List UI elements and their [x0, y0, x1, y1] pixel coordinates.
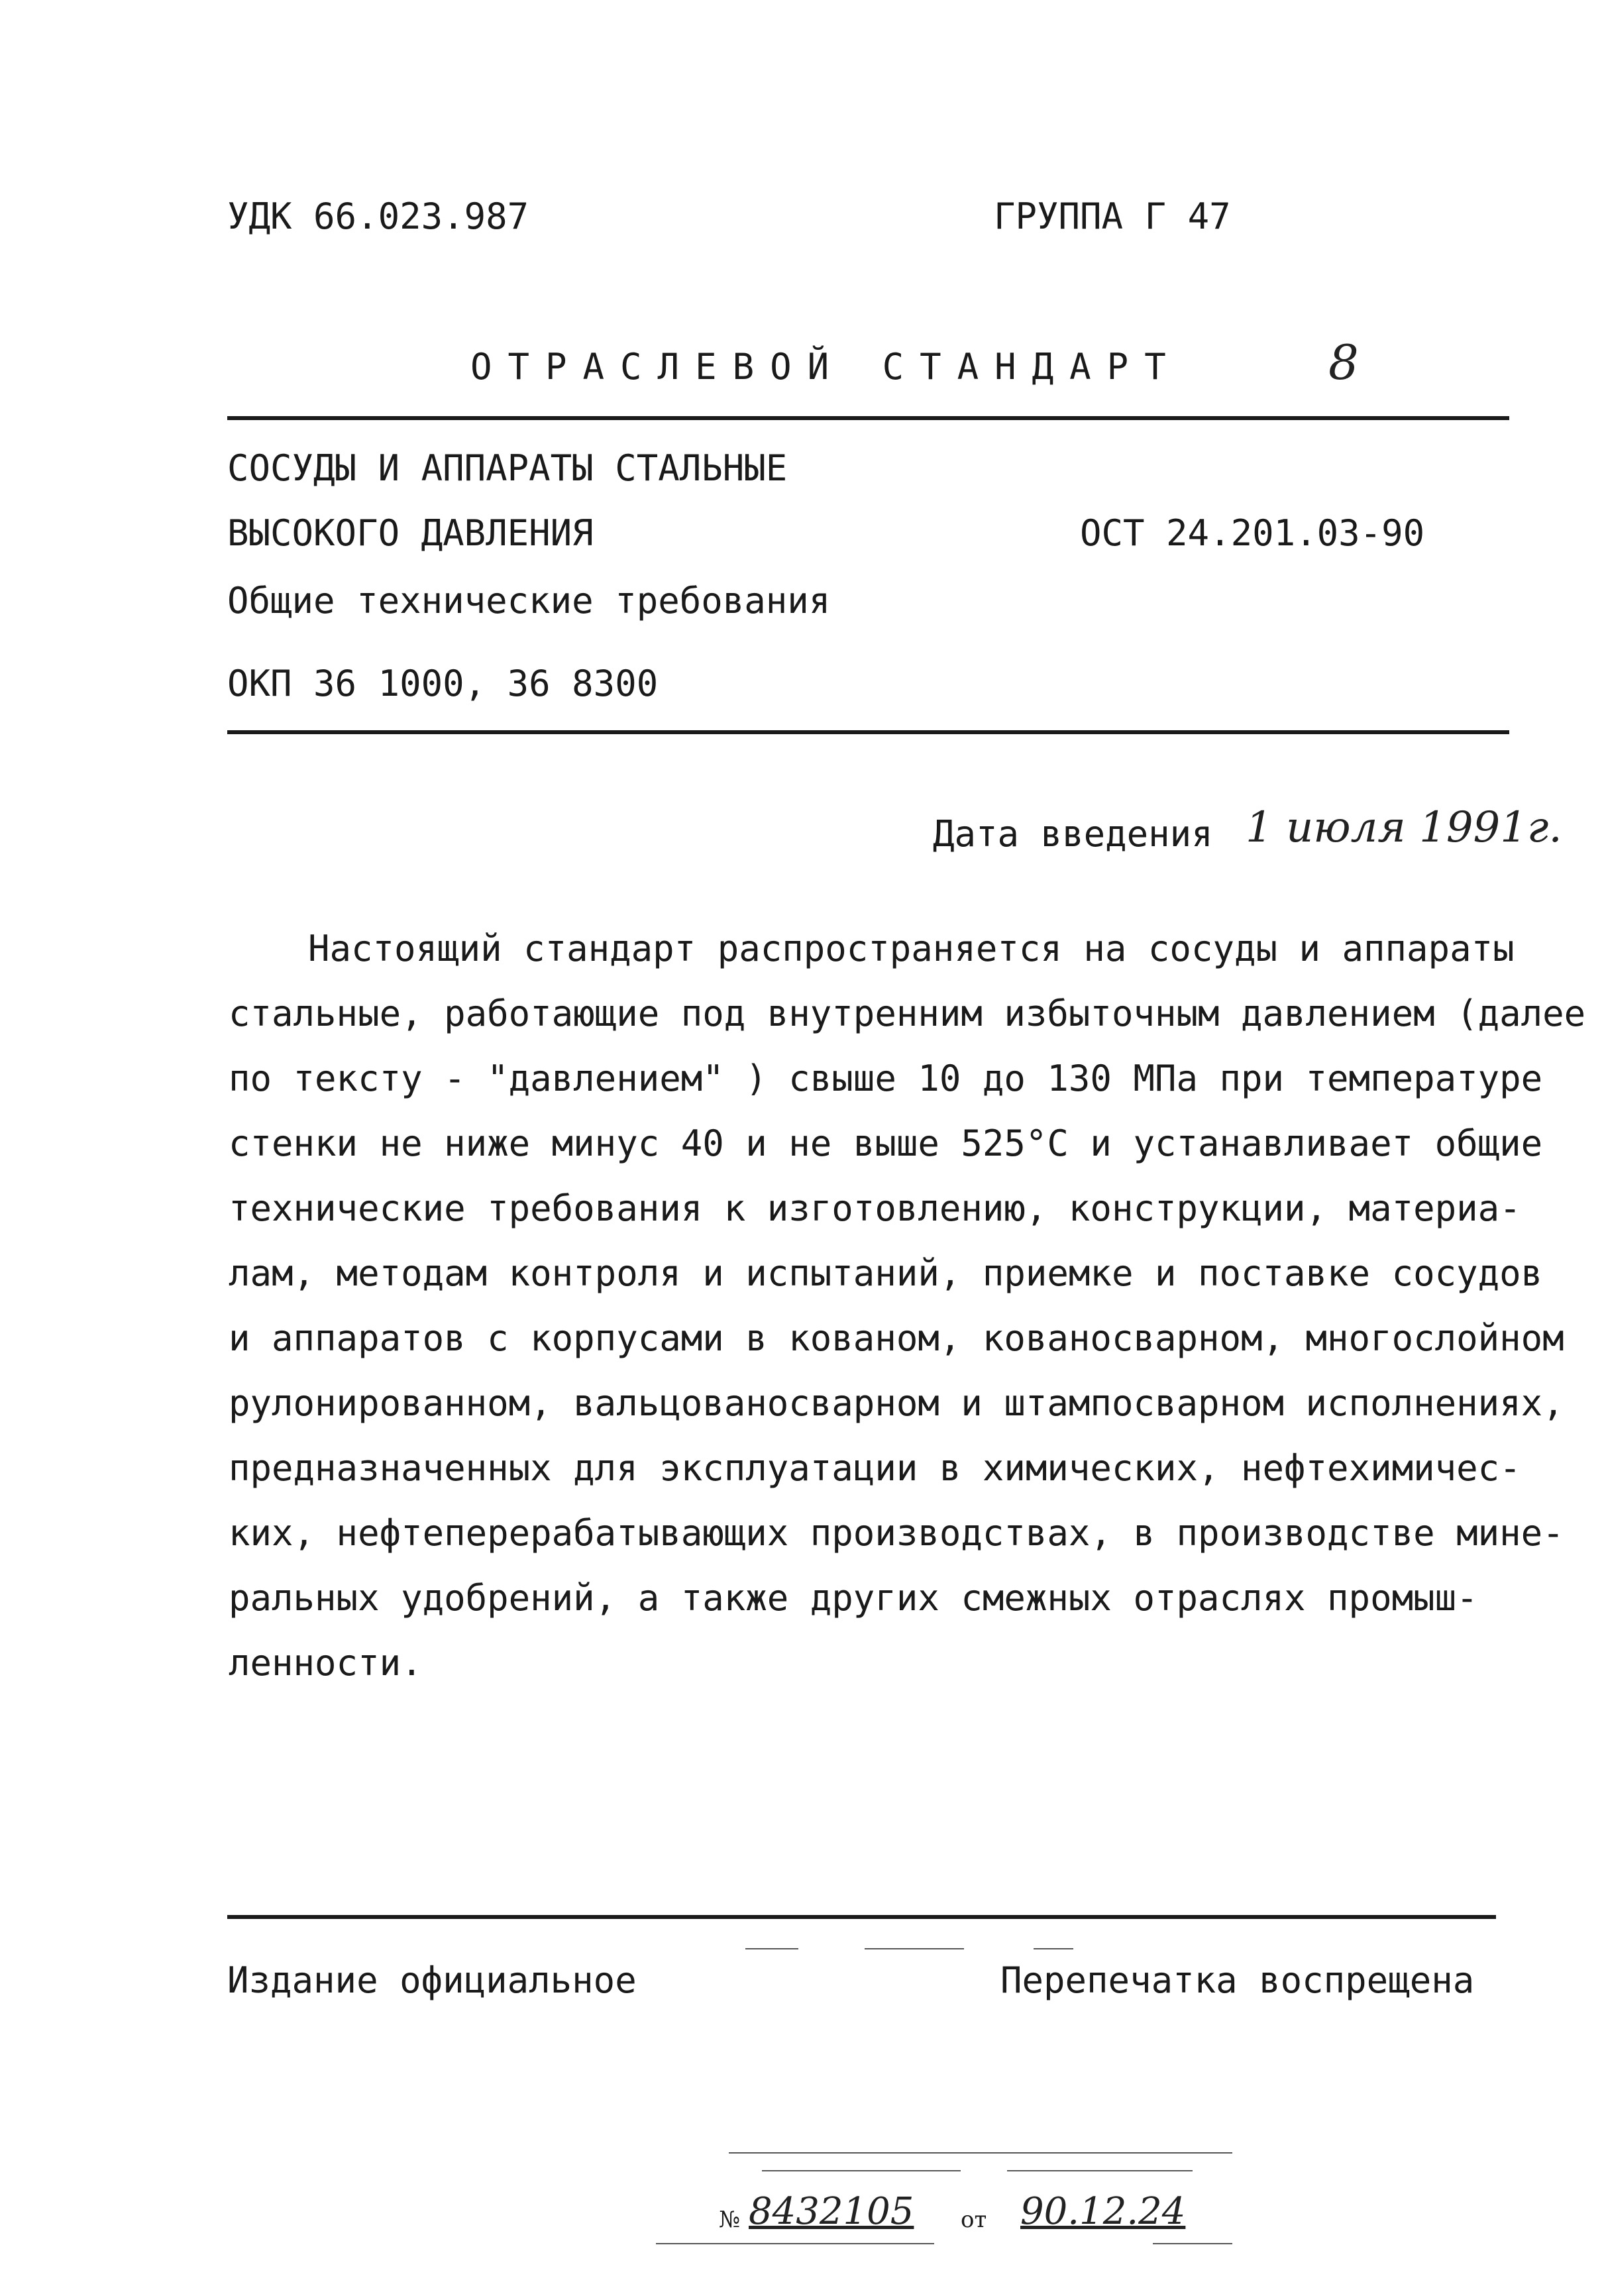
stamp-mark [656, 2243, 934, 2244]
reg-date-label: от [961, 2207, 987, 2233]
reg-number-label: № [719, 2207, 741, 2233]
body-line: стенки не ниже минус 40 и не выше 525°С и устанавливает общие [229, 1122, 1543, 1164]
reg-date: 90.12.24 [1020, 2190, 1186, 2233]
body-line: ленности. [229, 1642, 423, 1684]
standard-title-line1: СОСУДЫ И АППАРАТЫ СТАЛЬНЫЕ [227, 447, 788, 489]
edition-note: Издание официальное [227, 1959, 637, 2001]
stamp-mark [745, 1948, 798, 1949]
body-line: предназначенных для эксплуатации в химических, нефтехимичес- [229, 1447, 1521, 1489]
stamp-mark [729, 2152, 1232, 2154]
group-code: ГРУППА Г 47 [994, 195, 1231, 237]
stamp-mark [1153, 2243, 1232, 2244]
stamp-mark [762, 2170, 961, 2171]
standard-subtitle: Общие технические требования [227, 580, 831, 622]
body-line: технические требования к изготовлению, конструкции, материа- [229, 1187, 1521, 1229]
body-line: и аппаратов с корпусами в кованом, кованосварном, многослойном [229, 1317, 1564, 1359]
intro-date-label: Дата введения [933, 813, 1213, 855]
reprint-note: Перепечатка воспрещена [1000, 1959, 1475, 2001]
udk-code: УДК 66.023.987 [227, 195, 529, 237]
standard-title-line2: ВЫСОКОГО ДАВЛЕНИЯ [227, 512, 594, 554]
intro-date-value: 1 июля 1991г. [1246, 803, 1562, 852]
body-line: по тексту - "давлением" ) свыше 10 до 130 МПа при температуре [229, 1058, 1543, 1099]
okp-codes: ОКП 36 1000, 36 8300 [227, 663, 659, 704]
body-line: ких, нефтеперерабатывающих производствах, в производстве мине- [229, 1512, 1564, 1554]
body-line: ральных удобрений, а также других смежных отраслях промыш- [229, 1577, 1478, 1619]
stamp-mark [1007, 2170, 1193, 2171]
body-line: Настоящий стандарт распространяется на сосуды и аппараты [308, 928, 1515, 969]
footer-rule [227, 1915, 1496, 1919]
header-rule [227, 416, 1509, 420]
standard-code: ОСТ 24.201.03-90 [1080, 512, 1425, 554]
body-line: стальные, работающие под внутренним избыточным давлением (далее [229, 993, 1586, 1034]
document-title: ОТРАСЛЕВОЙ СТАНДАРТ [470, 346, 1182, 388]
body-line: рулонированном, вальцованосварном и штампосварном исполнениях, [229, 1382, 1564, 1424]
reg-number: 8432105 [749, 2190, 914, 2233]
page-number: 8 [1328, 335, 1359, 390]
stamp-mark [1034, 1948, 1073, 1949]
title-block-rule [227, 730, 1509, 734]
body-line: лам, методам контроля и испытаний, приемке и поставке сосудов [229, 1252, 1543, 1294]
stamp-mark [865, 1948, 964, 1949]
